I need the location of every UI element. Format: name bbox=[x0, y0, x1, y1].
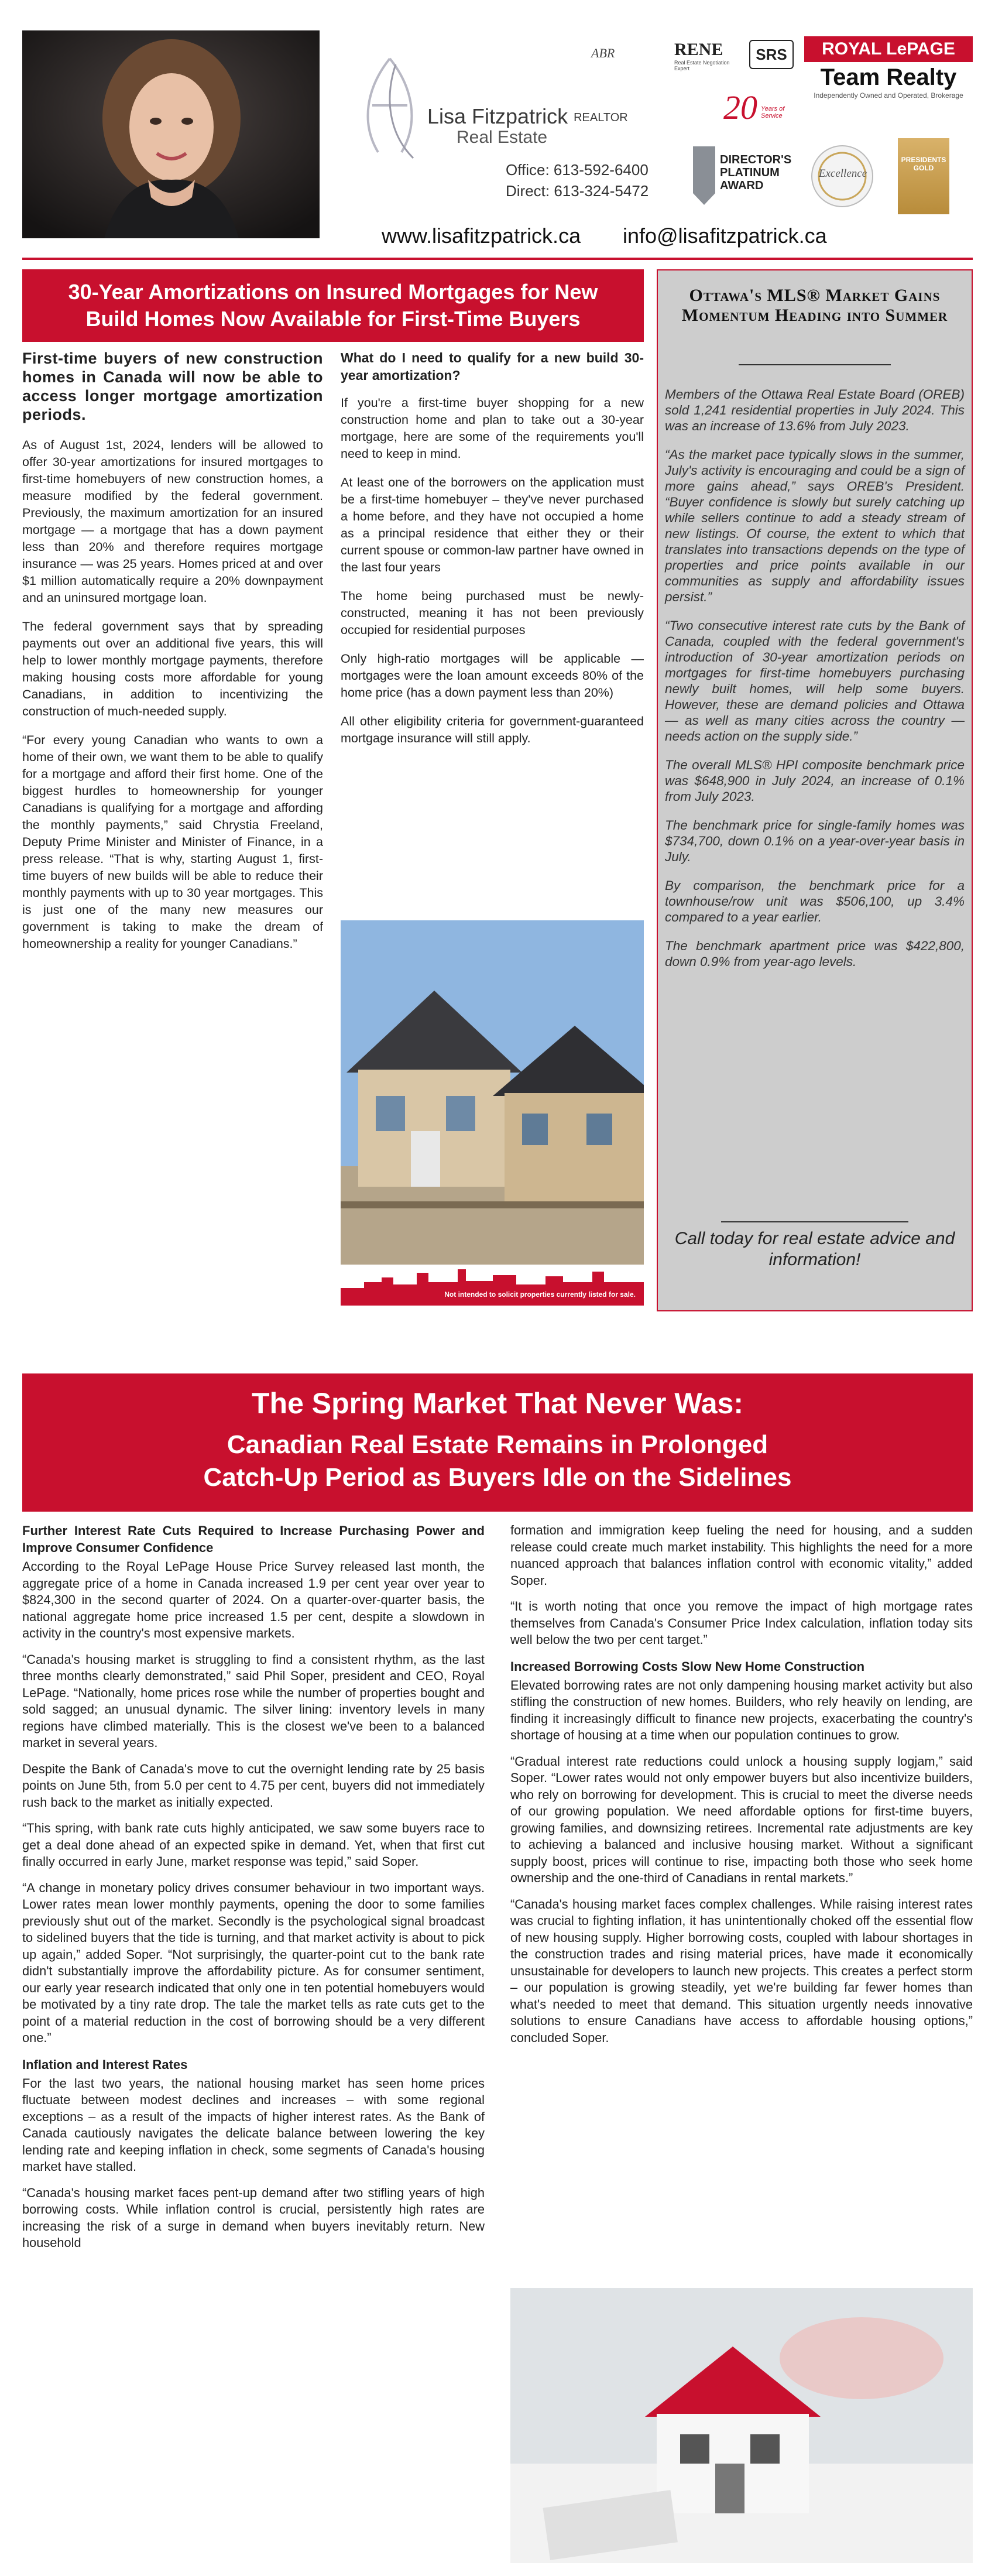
team-realty-logo: Team Realty bbox=[820, 64, 957, 90]
article2-column-left bbox=[22, 1522, 485, 2261]
sidebar-paragraph: Members of the Ottawa Real Estate Board (OREB) sold 1,241 residential properties in July 2024. This was an increase of 13.6% from July 2023. bbox=[665, 387, 965, 433]
article1-paragraph: The home being purchased must be newly-constructed, meaning it has not been previously occupied for residential purposes bbox=[341, 589, 644, 637]
article2-paragraph: According to the Royal LePage House Price Survey released last month, the aggregate price of a home in Canada increased 1.9 per cent year over year to $824,300 in the second quarter of 2024. On a quarter-over-quarter basis, the national aggregate home price increased 1.5 per cent, despite a slowdown in activity in the country's most expensive markets. bbox=[22, 1559, 485, 1640]
new-construction-photo bbox=[341, 920, 644, 1265]
agent-subtitle: Real Estate bbox=[457, 128, 548, 147]
article2-paragraph: “Canada's housing market faces complex challenges. While raising interest rates was crucial to fighting inflation, it has unintentionally choked off the essential flow of new housing supply. Higher borrowing costs, coupled with labour shortages in the construction trades and rising material prices, have made it economically unsustainable for developers to launch new projects. This creates a perfect storm – our population is growing steadily, yet we're building far fewer homes than what's needed to meet that demand. This situation urgently needs innovative solutions to ensure Canadians have access to affordable housing options,” concluded Soper. bbox=[510, 1896, 973, 2045]
call-to-action: Call today for real estate advice and information! bbox=[674, 1229, 955, 1269]
directors-award-badge: DIRECTOR'S PLATINUM AWARD bbox=[720, 153, 792, 192]
sidebar-paragraph: The benchmark price for single-family homes was $734,700, down 0.1% on a year-over-year basis in July. bbox=[665, 818, 965, 864]
award-ribbon-icon bbox=[691, 146, 718, 205]
presidents-gold-badge: PRESIDENTS GOLD bbox=[898, 138, 949, 214]
section-heading: Increased Borrowing Costs Slow New Home Construction bbox=[510, 1659, 865, 1674]
sidebar-paragraph: By comparison, the benchmark price for a townhouse/row unit was $506,100, up 3.4% compared to a year earlier. bbox=[665, 878, 965, 924]
article1-banner bbox=[22, 269, 644, 342]
article1-paragraph: All other eligibility criteria for government-guaranteed mortgage insurance will still apply. bbox=[341, 714, 644, 745]
article1-paragraph: If you're a first-time buyer shopping for a new construction home and plan to take out a 30-year mortgage, here are some of the requirements you'll need to keep in mind. bbox=[341, 396, 644, 461]
section-heading: Further Interest Rate Cuts Required to Increase Purchasing Power and Improve Consumer Confidence bbox=[22, 1523, 485, 1555]
srs-badge: SRS bbox=[749, 40, 794, 69]
excellence-label: Excellence bbox=[818, 167, 867, 180]
article1-paragraph: As of August 1st, 2024, lenders will be allowed to offer 30-year amortizations for insured mortgages to first-time homebuyers of new construction homes, a measure modified by the federal government. Previously, the maximum amortization for an insured mortgage — a mortgage that has a down payment less than 20% and therefore requires mortgage insurance — was 25 years. Homes priced at and over $1 million automatically require a 20% downpayment and an uninsured mortgage loan. bbox=[22, 438, 323, 605]
website-link[interactable]: www.lisafitzpatrick.ca bbox=[382, 224, 581, 248]
article1-column-left bbox=[22, 349, 323, 964]
email-link[interactable]: info@lisafitzpatrick.ca bbox=[623, 224, 827, 248]
article2-paragraph: For the last two years, the national housing market has seen home prices fluctuate between modest declines and increases – with some regional exceptions – as a result of the impacts of higher interest rates. As the Bank of Canada cautiously navigates the delicate balance between lowering the key lending rate and keeping inflation in check, some segments of Canada's housing market have stalled. bbox=[22, 2075, 485, 2174]
article1-paragraph: Only high-ratio mortgages will be applicable — mortgages were the loan amount exceeds 80% of the home price (has a down payment less than 20%) bbox=[341, 652, 644, 700]
article2-paragraph: “Canada's housing market faces pent-up demand after two stifling years of high borrowing costs. While inflation control is crucial, persistently high rates are increasing the risk of a surge in demand when buyers inevitably return. New household bbox=[22, 2185, 485, 2250]
sidebar-paragraph: “As the market pace typically slows in the summer, July's activity is encouraging and could be a sign of more gains ahead,” says OREB's President. “Buyer confidence is slowly but surely catching up while sellers continue to add a steady stream of new listings. Of course, the extent to which that translates into transactions depends on the type of properties and price points available in our communities as supply and affordability issues persist.” bbox=[665, 447, 965, 604]
sidebar-paragraph: “Two consecutive interest rate cuts by the Bank of Canada, coupled with the federal government's introduction of 30-year amortization periods on mortgages for first-time homebuyers purchasing newly built homes, will help some buyers. However, these are demand policies and Ottawa — as well as many cities across the country — needs action on the supply side.” bbox=[665, 618, 965, 744]
article1-column-right bbox=[341, 349, 644, 759]
article2-paragraph: “This spring, with bank rate cuts highly anticipated, we saw some buyers race to get a deal done ahead of an expected spike in demand. Yet, when that first cut finally occurred in early June, market response was tepid,” said Soper. bbox=[22, 1821, 485, 1869]
abr-badge: ABR bbox=[591, 46, 615, 60]
article1-title: 30-Year Amortizations on Insured Mortgages for New Build Homes Now Available for First-Time Buyers bbox=[68, 280, 598, 331]
article2-paragraph: “Gradual interest rate reductions could unlock a housing supply logjam,” said Soper. “Lower rates would not only empower buyers but also incentivize builders, who rely on borrowing for development. This is crucial to meet the diverse needs of our growing population. We need affordable options for first-time buyers, growing families, and downsizing retirees. Incremental rate adjustments are key to achieving a balanced and inclusive housing market. Without a significant supply boost, prices will continue to rise, impacting both those who seek home ownership and the one-third of Canadians in rental markets.” bbox=[510, 1753, 973, 1885]
sidebar-body bbox=[665, 386, 965, 982]
sidebar-paragraph: The overall MLS® HPI composite benchmark price was $648,900 in July 2024, an increase of 0.1% from July 2023. bbox=[665, 758, 965, 804]
team-realty-subtitle: Independently Owned and Operated, Brokerage bbox=[814, 91, 963, 100]
article2-subtitle-text: Canadian Real Estate Remains in Prolonged Catch-Up Period as Buyers Idle on the Sidelines bbox=[203, 1430, 792, 1492]
agent-photo bbox=[22, 30, 320, 238]
article1-lead: First-time buyers of new construction homes in Canada will now be able to access longer mortgage amortization periods. bbox=[22, 350, 323, 423]
house-model-photo bbox=[510, 2288, 973, 2563]
article2-column-right bbox=[510, 1522, 973, 2056]
solicitation-disclaimer: Not intended to solicit properties currently listed for sale. bbox=[444, 1290, 636, 1299]
agent-name: Lisa Fitzpatrick REALTOR bbox=[427, 104, 628, 128]
royal-lepage-logo: ROYAL LePAGE bbox=[804, 36, 973, 62]
header-divider bbox=[22, 258, 973, 260]
article2-paragraph: Elevated borrowing rates are not only dampening housing market activity but also stifling the construction of new homes. Builders, who rely heavily on lending, are finding it increasingly difficult to finance new projects, exacerbating the country's shortage of housing at a time when our population continues to grow. bbox=[510, 1677, 973, 1742]
article2-subtitle bbox=[22, 1429, 973, 1494]
sidebar-divider bbox=[739, 364, 891, 365]
article2-paragraph: “It is worth noting that once you remove the impact of high mortgage rates themselves from Canada's Consumer Price Index calculation, inflation today sits well below the two per cent target.” bbox=[510, 1599, 973, 1647]
article2-paragraph: Despite the Bank of Canada's move to cut the overnight lending rate by 25 basis points on June 5th, from 5.0 per cent to 4.75 per cent, buyers did not immediately rush back to the market as initially expected. bbox=[22, 1761, 485, 1810]
section-heading: Inflation and Interest Rates bbox=[22, 2057, 188, 2072]
contact-block bbox=[506, 159, 649, 201]
article2-title: The Spring Market That Never Was: bbox=[252, 1387, 743, 1420]
article2-paragraph: “A change in monetary policy drives consumer behaviour in two important ways. Lower rates mean lower monthly payments, opening the door to some families previously shut out of the market. Secondly is the psychological signal broadcast to sidelined buyers that the tide is turning, and that market activity is about to pick up again,” added Soper. “Not surprisingly, the quarter-point cut to the bank rate didn't substantially improve the affordability picture. As for consumer sentiment, our early year research indicated that only one in ten potential homebuyers would be motivated by a tiny rate drop. The tale the market tells as rate cuts get to the point of a material reduction in the cost of borrowing should be a very different one.” bbox=[22, 1880, 485, 2045]
sidebar-title: Ottawa's MLS® Market Gains Momentum Heading into Summer bbox=[681, 286, 948, 325]
twenty-years-label: Years of Service bbox=[761, 105, 785, 119]
rene-badge: RENE bbox=[674, 40, 723, 59]
sidebar-divider bbox=[721, 1221, 908, 1222]
article1-paragraph: The federal government says that by spreading payments out over an additional five years, this will help to lower monthly mortgage payments, therefore making housing costs more affordable for young Canadians, in addition to incentivizing the construction of much-needed supply. bbox=[22, 619, 323, 718]
qualify-heading: What do I need to qualify for a new build 30-year amortization? bbox=[341, 350, 644, 383]
article1-paragraph: “For every young Canadian who wants to own a home of their own, we want them to be able to qualify for a mortgage and afford their first home. One of the biggest hurdles to homeownership for younger Canadians is qualifying for a mortgage and affording the monthly payments,” said Chrystia Freeland, Deputy Prime Minister and Minister of Finance, in a press release. “That is why, starting August 1, first-time buyers of new builds will be able to reduce their monthly payments with up to 30 year mortgages. This is just one of the many new measures our government is taking to make the dream of homeownership a reality for younger Canadians.” bbox=[22, 733, 323, 951]
office-phone[interactable]: Office: 613-592-6400 bbox=[506, 161, 649, 179]
article2-paragraph: “Canada's housing market is struggling to find a consistent rhythm, as the last three months clearly demonstrated,” said Phil Soper, president and CEO, Royal LePage. “Nationally, home prices rose while the number of properties bought and sold sagged; an unusual dynamic. The silver lining: inventory levels in many regions have climbed materially. This is the closest we've been to a balanced market in several years. bbox=[22, 1652, 485, 1750]
sidebar-paragraph: The benchmark apartment price was $422,800, down 0.9% from year-ago levels. bbox=[665, 938, 965, 969]
signature-logo bbox=[355, 53, 425, 164]
rene-subtitle: Real Estate Negotiation Expert bbox=[674, 60, 730, 71]
skyline-graphic bbox=[341, 1265, 644, 1306]
twenty-years-badge: 20 bbox=[723, 88, 757, 126]
direct-phone[interactable]: Direct: 613-324-5472 bbox=[506, 182, 649, 200]
article1-paragraph: At least one of the borrowers on the application must be a first-time homebuyer – they've never purchased a home before, and they have not occupied a home as a principal residence that either they or their current spouse or common-law partner have owned in the last four years bbox=[341, 475, 644, 574]
article2-paragraph: formation and immigration keep fueling the need for housing, and a sudden release could create much market instability. This highlights the need for a more nuanced approach that balances inflation control with economic vitality,” added Soper. bbox=[510, 1523, 973, 1588]
